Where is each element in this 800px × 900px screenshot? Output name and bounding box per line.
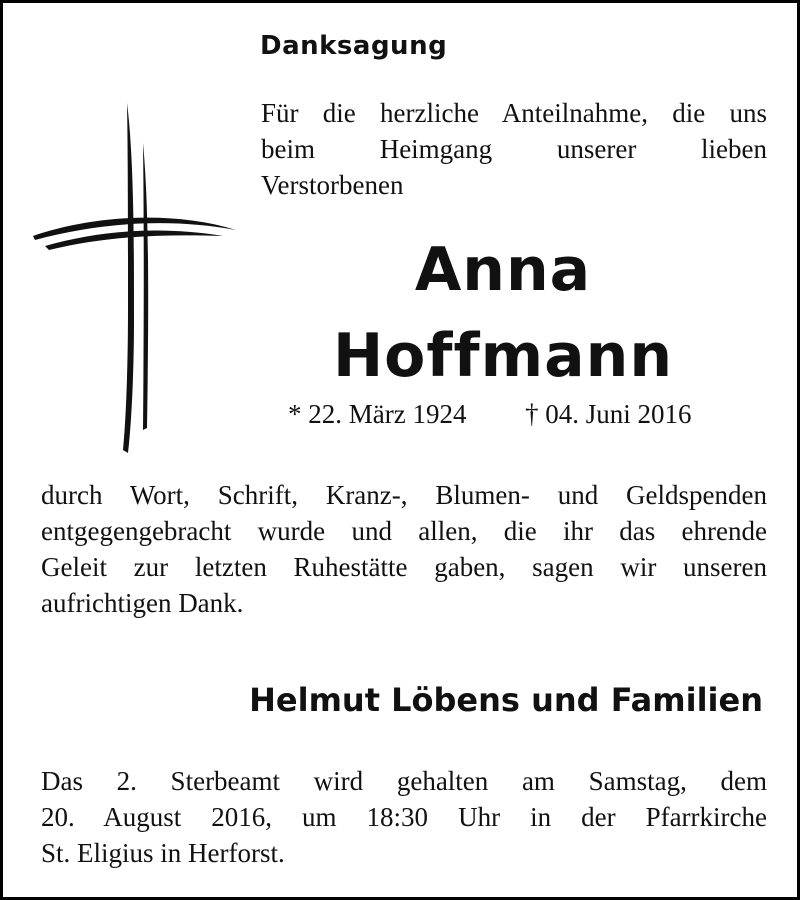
cross-icon: [31, 98, 241, 463]
body-line-2: entgegengebracht wurde und allen, die ihr das ehrende: [41, 516, 767, 546]
body-line-4: aufrichtigen Dank.: [41, 588, 244, 618]
intro-line-2: beim Heimgang unserer lieben: [261, 134, 767, 164]
intro-line-3: Verstorbenen: [261, 170, 404, 200]
birth-date: * 22. März 1924: [288, 399, 467, 429]
intro-line-1: Für die herzliche Anteilnahme, die uns: [261, 98, 767, 128]
family-signature: Helmut Löbens und Familien: [249, 681, 763, 719]
notice-heading: Danksagung: [260, 31, 448, 61]
deceased-last-name: Hoffmann: [332, 321, 674, 391]
death-date: † 04. Juni 2016: [525, 399, 692, 429]
body-line-3: Geleit zur letzten Ruhestätte gaben, sagen wir unseren: [41, 552, 767, 582]
service-line-2: 20. August 2016, um 18:30 Uhr in der Pfarrkirche: [41, 802, 767, 832]
body-line-1: durch Wort, Schrift, Kranz-, Blumen- und Geldspenden: [41, 480, 767, 510]
service-line-1: Das 2. Sterbeamt wird gehalten am Samstag, dem: [41, 766, 767, 796]
deceased-first-name: Anna: [414, 235, 592, 305]
service-line-3: St. Eligius in Herforst.: [41, 838, 285, 868]
